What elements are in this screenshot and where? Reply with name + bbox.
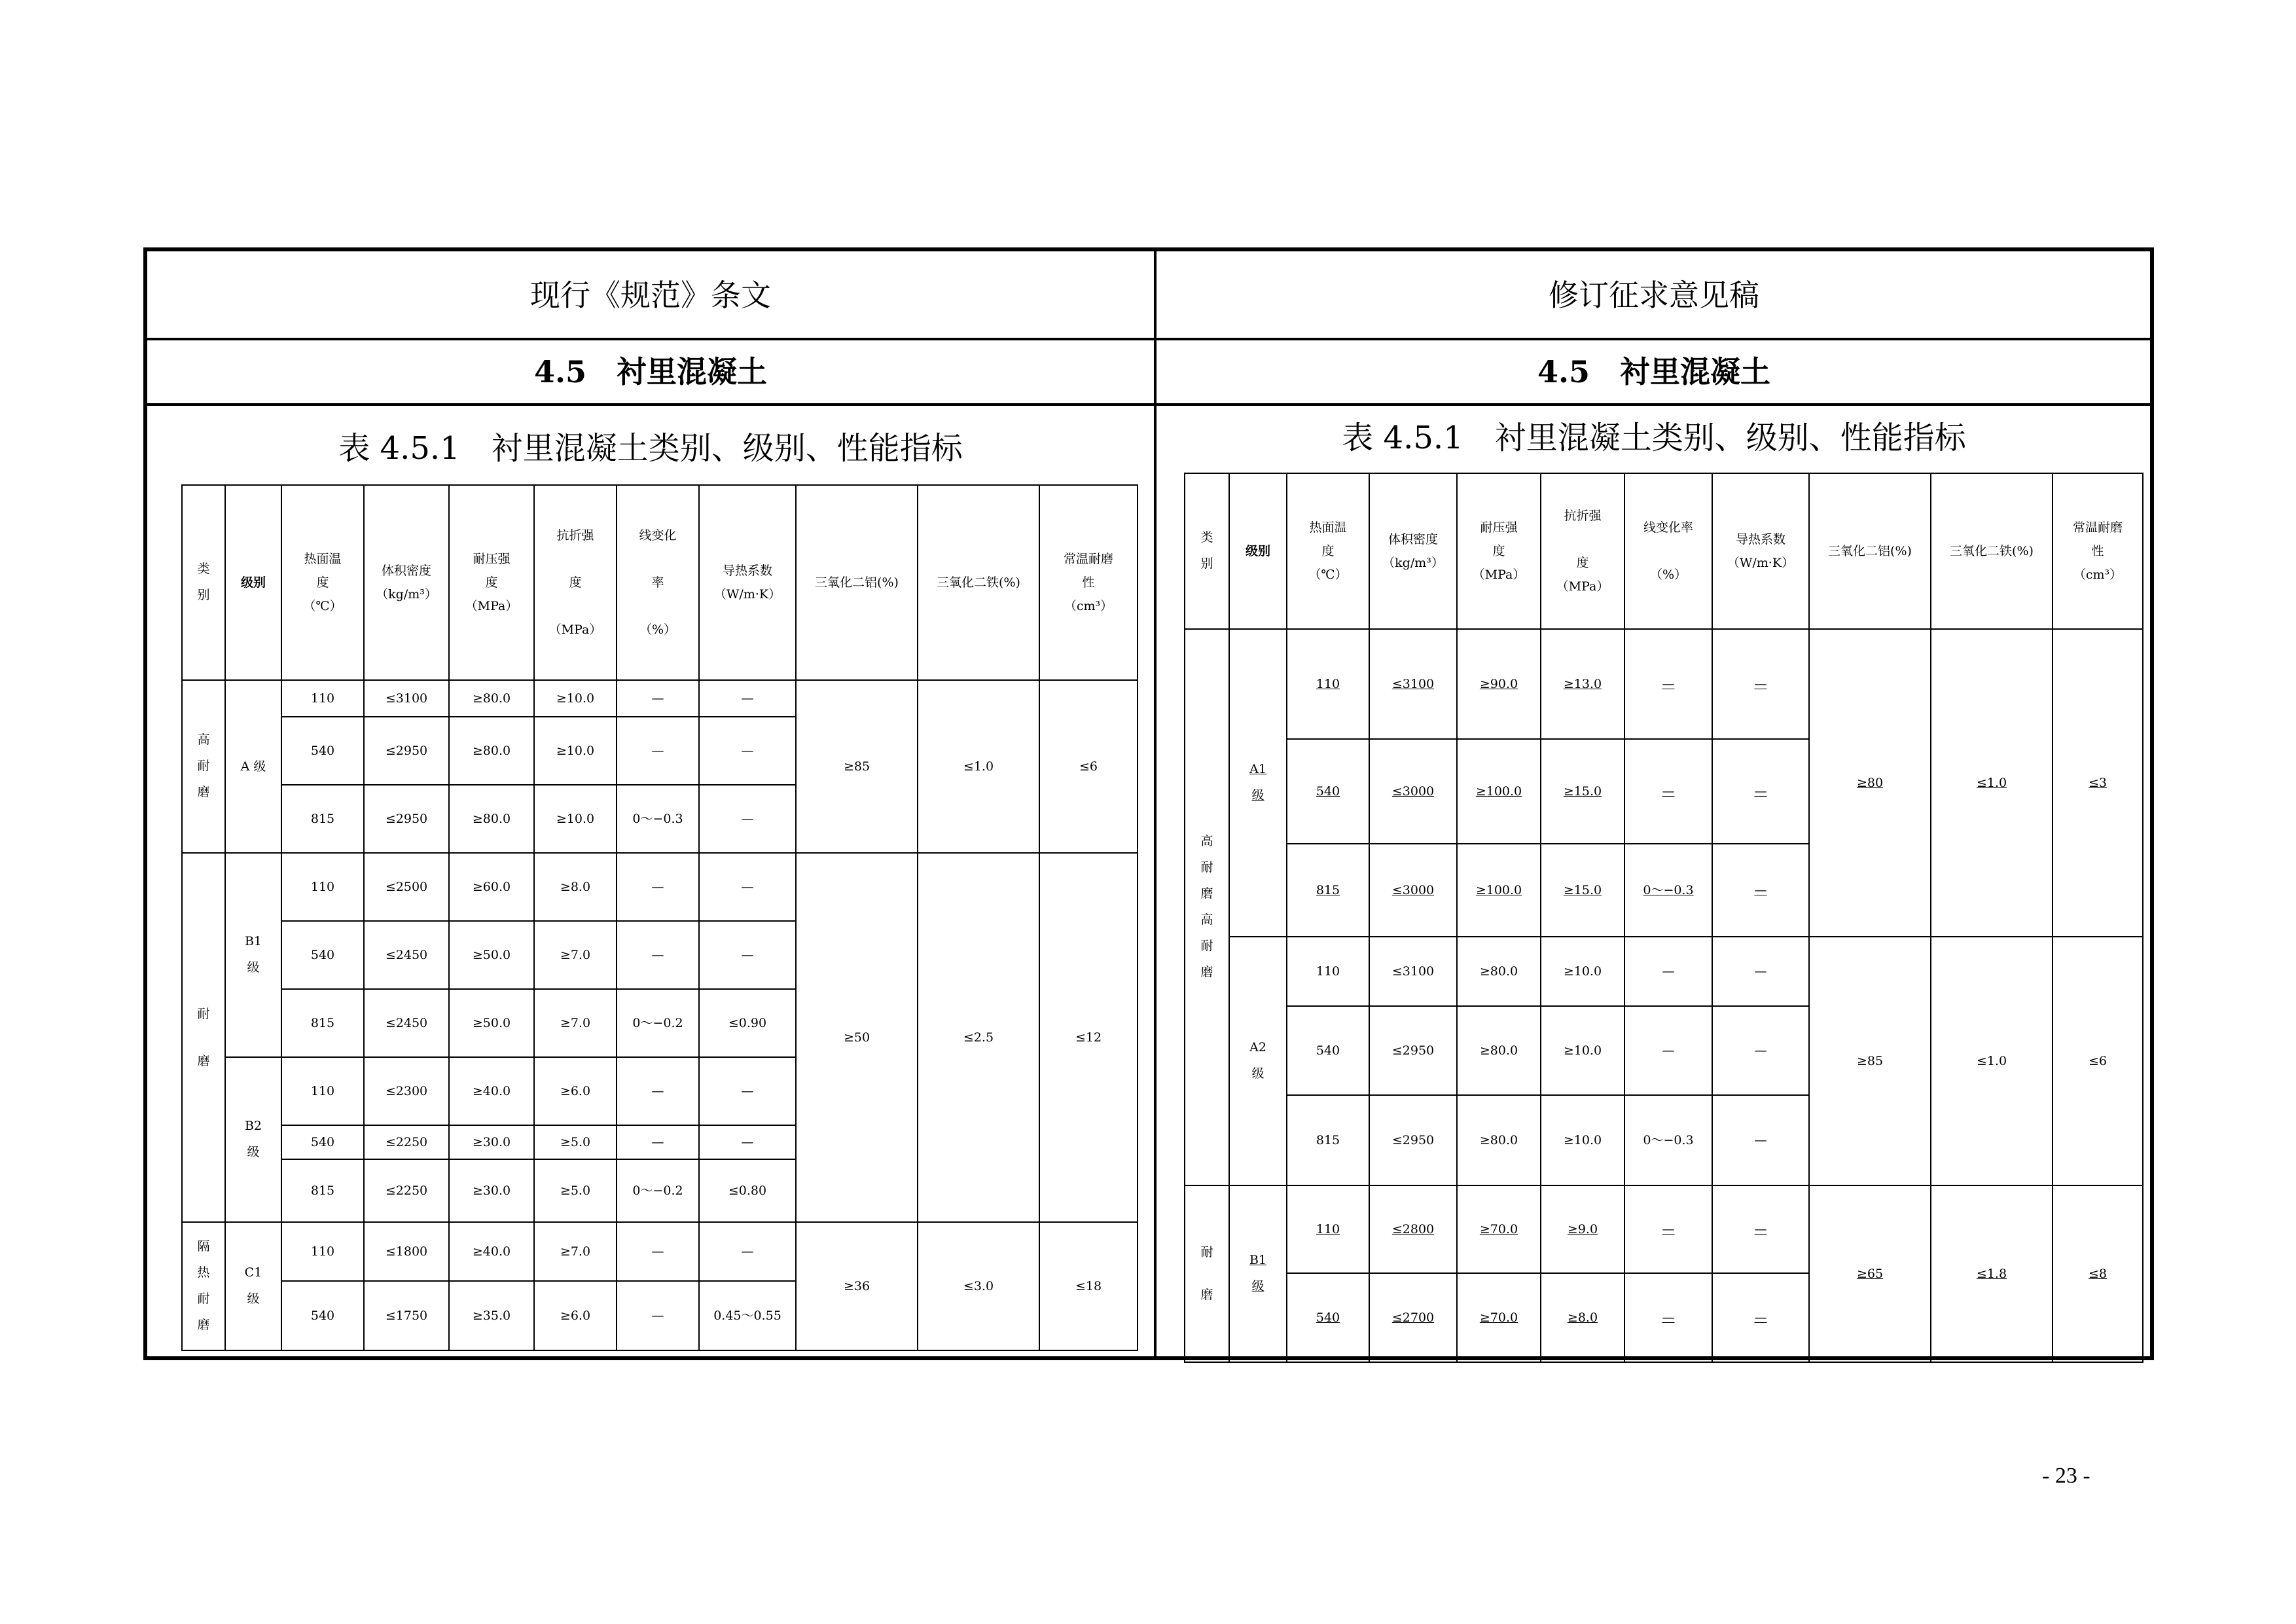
cell-compressive: ≥70.0	[1457, 1273, 1541, 1362]
col-al2o3: 三氧化二铝(%)	[796, 485, 918, 680]
table-row	[1185, 1185, 2143, 1273]
cell-conductivity: —	[1712, 1095, 1809, 1185]
cell-al2o3: ≥85	[1809, 937, 1931, 1185]
col-compressive-strength: 耐压强 度 （MPa）	[449, 485, 534, 680]
col-wear-resistance: 常温耐磨 性 （cm³）	[1039, 485, 1138, 680]
cell-al2o3: ≥36	[796, 1222, 918, 1350]
cell-al2o3: ≥50	[796, 853, 918, 1222]
cell-compressive: ≥80.0	[449, 717, 534, 785]
category-cell: 隔热耐磨	[182, 1222, 225, 1350]
cell-temp: 110	[281, 853, 364, 921]
cell-flexural: ≥7.0	[534, 1222, 617, 1281]
cell-linear-change: —	[617, 680, 699, 717]
grade-cell: C1 级	[225, 1222, 281, 1350]
col-linear-change: 线变化 率 （%）	[617, 485, 699, 680]
cell-density: ≤2300	[364, 1057, 449, 1125]
cell-flexural: ≥5.0	[534, 1159, 617, 1222]
col-grade: 级别	[225, 485, 281, 680]
cell-linear-change: 0～−0.3	[617, 785, 699, 853]
cell-linear-change: —	[1624, 1273, 1712, 1362]
cell-linear-change: —	[617, 1057, 699, 1125]
cell-conductivity: —	[1712, 937, 1809, 1006]
cell-compressive: ≥30.0	[449, 1159, 534, 1222]
cell-compressive: ≥40.0	[449, 1057, 534, 1125]
cell-conductivity: —	[1712, 1273, 1809, 1362]
cell-flexural: ≥7.0	[534, 921, 617, 989]
category-cell: 耐磨	[1185, 1185, 1229, 1362]
cell-conductivity: —	[1712, 1006, 1809, 1095]
left-performance-table	[181, 484, 1138, 1351]
cell-temp: 815	[281, 785, 364, 853]
cell-temp: 815	[281, 1159, 364, 1222]
cell-density: ≤3000	[1369, 739, 1457, 844]
cell-density: ≤2950	[1369, 1095, 1457, 1185]
cell-flexural: ≥15.0	[1541, 739, 1624, 844]
divider-header	[147, 338, 2151, 340]
cell-conductivity: —	[699, 1125, 796, 1159]
cell-fe2o3: ≤1.0	[1931, 937, 2053, 1185]
cell-density: ≤1800	[364, 1222, 449, 1281]
col-al2o3: 三氧化二铝(%)	[1809, 473, 1931, 629]
grade-cell: A 级	[225, 680, 281, 853]
cell-flexural: ≥7.0	[534, 989, 617, 1057]
cell-flexural: ≥6.0	[534, 1057, 617, 1125]
cell-linear-change: —	[617, 921, 699, 989]
table-row	[182, 853, 1138, 921]
col-category: 类别	[1185, 473, 1229, 629]
cell-linear-change: —	[617, 717, 699, 785]
cell-density: ≤2500	[364, 853, 449, 921]
cell-compressive: ≥50.0	[449, 921, 534, 989]
table-row	[1185, 629, 2143, 739]
cell-density: ≤2250	[364, 1125, 449, 1159]
cell-conductivity: —	[699, 1222, 796, 1281]
cell-wear: ≤12	[1039, 853, 1138, 1222]
right-performance-table	[1184, 473, 2144, 1363]
cell-wear: ≤8	[2053, 1185, 2143, 1362]
cell-flexural: ≥9.0	[1541, 1185, 1624, 1273]
cell-fe2o3: ≤1.0	[918, 680, 1039, 853]
cell-linear-change: 0～−0.3	[1624, 1095, 1712, 1185]
cell-conductivity: —	[1712, 739, 1809, 844]
col-bulk-density: 体积密度 （kg/m³）	[1369, 473, 1457, 629]
cell-conductivity: —	[1712, 629, 1809, 739]
cell-temp: 540	[1287, 1006, 1369, 1095]
cell-wear: ≤6	[2053, 937, 2143, 1185]
category-cell: 高耐磨高耐磨	[1185, 629, 1229, 1185]
cell-density: ≤2250	[364, 1159, 449, 1222]
cell-temp: 540	[281, 1281, 364, 1350]
col-fe2o3: 三氧化二铁(%)	[1931, 473, 2053, 629]
cell-conductivity: —	[1712, 844, 1809, 937]
cell-conductivity: —	[699, 785, 796, 853]
grade-cell: A2 级	[1229, 937, 1287, 1185]
cell-fe2o3: ≤3.0	[918, 1222, 1039, 1350]
cell-conductivity: —	[699, 853, 796, 921]
table-title-right: 表 4.5.1 衬里混凝土类别、级别、性能指标	[1342, 420, 1966, 456]
cell-al2o3: ≥65	[1809, 1185, 1931, 1362]
cell-temp: 815	[281, 989, 364, 1057]
col-grade: 级别	[1229, 473, 1287, 629]
table-header-row	[1185, 473, 2143, 629]
cell-wear: ≤18	[1039, 1222, 1138, 1350]
cell-compressive: ≥70.0	[1457, 1185, 1541, 1273]
cell-al2o3: ≥85	[796, 680, 918, 853]
cell-density: ≤3000	[1369, 844, 1457, 937]
cell-linear-change: —	[617, 1222, 699, 1281]
cell-fe2o3: ≤2.5	[918, 853, 1039, 1222]
cell-compressive: ≥80.0	[1457, 1006, 1541, 1095]
cell-compressive: ≥100.0	[1457, 739, 1541, 844]
cell-density: ≤2450	[364, 921, 449, 989]
cell-density: ≤2950	[1369, 1006, 1457, 1095]
cell-linear-change: —	[617, 1125, 699, 1159]
cell-compressive: ≥100.0	[1457, 844, 1541, 937]
cell-compressive: ≥90.0	[1457, 629, 1541, 739]
cell-density: ≤2700	[1369, 1273, 1457, 1362]
cell-flexural: ≥13.0	[1541, 629, 1624, 739]
cell-conductivity: —	[699, 1057, 796, 1125]
category-cell: 高耐磨	[182, 680, 225, 853]
cell-conductivity: —	[699, 717, 796, 785]
cell-flexural: ≥15.0	[1541, 844, 1624, 937]
cell-linear-change: —	[1624, 1185, 1712, 1273]
grade-cell: B1 级	[1229, 1185, 1287, 1362]
cell-flexural: ≥10.0	[1541, 1095, 1624, 1185]
cell-temp: 815	[1287, 1095, 1369, 1185]
cell-wear: ≤3	[2053, 629, 2143, 937]
cell-compressive: ≥80.0	[1457, 937, 1541, 1006]
cell-flexural: ≥6.0	[534, 1281, 617, 1350]
cell-temp: 110	[1287, 937, 1369, 1006]
cell-conductivity: —	[699, 680, 796, 717]
cell-density: ≤3100	[1369, 937, 1457, 1006]
cell-density: ≤3100	[364, 680, 449, 717]
cell-fe2o3: ≤1.0	[1931, 629, 2053, 937]
cell-temp: 110	[281, 1222, 364, 1281]
cell-flexural: ≥10.0	[1541, 1006, 1624, 1095]
col-wear-resistance: 常温耐磨 性 （cm³）	[2053, 473, 2143, 629]
table-row	[182, 1222, 1138, 1281]
col-bulk-density: 体积密度 （kg/m³）	[364, 485, 449, 680]
col-linear-change: 线变化率 （%）	[1624, 473, 1712, 629]
cell-density: ≤1750	[364, 1281, 449, 1350]
header-current-clause: 现行《规范》条文	[530, 278, 771, 313]
cell-linear-change: —	[617, 853, 699, 921]
table-header-row	[182, 485, 1138, 680]
col-category: 类别	[182, 485, 225, 680]
cell-temp: 110	[281, 680, 364, 717]
cell-conductivity: ≤0.80	[699, 1159, 796, 1222]
cell-linear-change: —	[1624, 1006, 1712, 1095]
cell-flexural: ≥8.0	[1541, 1273, 1624, 1362]
cell-temp: 540	[1287, 739, 1369, 844]
cell-temp: 110	[1287, 1185, 1369, 1273]
cell-compressive: ≥35.0	[449, 1281, 534, 1350]
cell-flexural: ≥10.0	[534, 680, 617, 717]
col-thermal-conductivity: 导热系数 （W/m·K）	[1712, 473, 1809, 629]
divider-section	[147, 403, 2151, 406]
cell-linear-change: —	[1624, 629, 1712, 739]
cell-flexural: ≥8.0	[534, 853, 617, 921]
cell-temp: 110	[1287, 629, 1369, 739]
cell-density: ≤2950	[364, 785, 449, 853]
grade-cell: B2 级	[225, 1057, 281, 1222]
cell-flexural: ≥10.0	[534, 785, 617, 853]
cell-conductivity: ≤0.90	[699, 989, 796, 1057]
col-fe2o3: 三氧化二铁(%)	[918, 485, 1039, 680]
cell-density: ≤2950	[364, 717, 449, 785]
table-row	[182, 680, 1138, 717]
cell-wear: ≤6	[1039, 680, 1138, 853]
cell-temp: 815	[1287, 844, 1369, 937]
col-hot-face-temp: 热面温 度 （℃）	[1287, 473, 1369, 629]
comparison-frame	[143, 247, 2154, 1360]
cell-temp: 540	[1287, 1273, 1369, 1362]
cell-density: ≤3100	[1369, 629, 1457, 739]
cell-compressive: ≥60.0	[449, 853, 534, 921]
cell-conductivity: —	[1712, 1185, 1809, 1273]
col-hot-face-temp: 热面温 度 （℃）	[281, 485, 364, 680]
cell-compressive: ≥80.0	[449, 785, 534, 853]
cell-linear-change: —	[1624, 937, 1712, 1006]
cell-temp: 110	[281, 1057, 364, 1125]
table-title-left: 表 4.5.1 衬里混凝土类别、级别、性能指标	[338, 430, 963, 467]
cell-compressive: ≥80.0	[449, 680, 534, 717]
cell-density: ≤2800	[1369, 1185, 1457, 1273]
cell-conductivity: 0.45～0.55	[699, 1281, 796, 1350]
cell-conductivity: —	[699, 921, 796, 989]
cell-temp: 540	[281, 921, 364, 989]
cell-temp: 540	[281, 1125, 364, 1159]
category-cell: 耐磨	[182, 853, 225, 1222]
cell-compressive: ≥40.0	[449, 1222, 534, 1281]
cell-al2o3: ≥80	[1809, 629, 1931, 937]
table-row	[1185, 937, 2143, 1006]
cell-flexural: ≥5.0	[534, 1125, 617, 1159]
header-revision-draft: 修订征求意见稿	[1549, 278, 1759, 313]
cell-compressive: ≥80.0	[1457, 1095, 1541, 1185]
cell-density: ≤2450	[364, 989, 449, 1057]
cell-linear-change: —	[617, 1281, 699, 1350]
cell-linear-change: —	[1624, 739, 1712, 844]
cell-linear-change: 0～−0.2	[617, 989, 699, 1057]
cell-compressive: ≥30.0	[449, 1125, 534, 1159]
col-flexural-strength: 抗折强 度 （MPa）	[534, 485, 617, 680]
page-number: - 23 -	[2042, 1464, 2090, 1488]
cell-temp: 540	[281, 717, 364, 785]
col-thermal-conductivity: 导热系数 （W/m·K）	[699, 485, 796, 680]
col-compressive-strength: 耐压强 度 （MPa）	[1457, 473, 1541, 629]
cell-linear-change: 0～−0.2	[617, 1159, 699, 1222]
cell-linear-change: 0～−0.3	[1624, 844, 1712, 937]
section-title-right: 4.5 衬里混凝土	[1537, 354, 1771, 389]
grade-cell: A1 级	[1229, 629, 1287, 937]
cell-flexural: ≥10.0	[1541, 937, 1624, 1006]
cell-flexural: ≥10.0	[534, 717, 617, 785]
grade-cell: B1 级	[225, 853, 281, 1057]
cell-fe2o3: ≤1.8	[1931, 1185, 2053, 1362]
col-flexural-strength: 抗折强 度 （MPa）	[1541, 473, 1624, 629]
cell-compressive: ≥50.0	[449, 989, 534, 1057]
section-title-left: 4.5 衬里混凝土	[533, 354, 768, 389]
